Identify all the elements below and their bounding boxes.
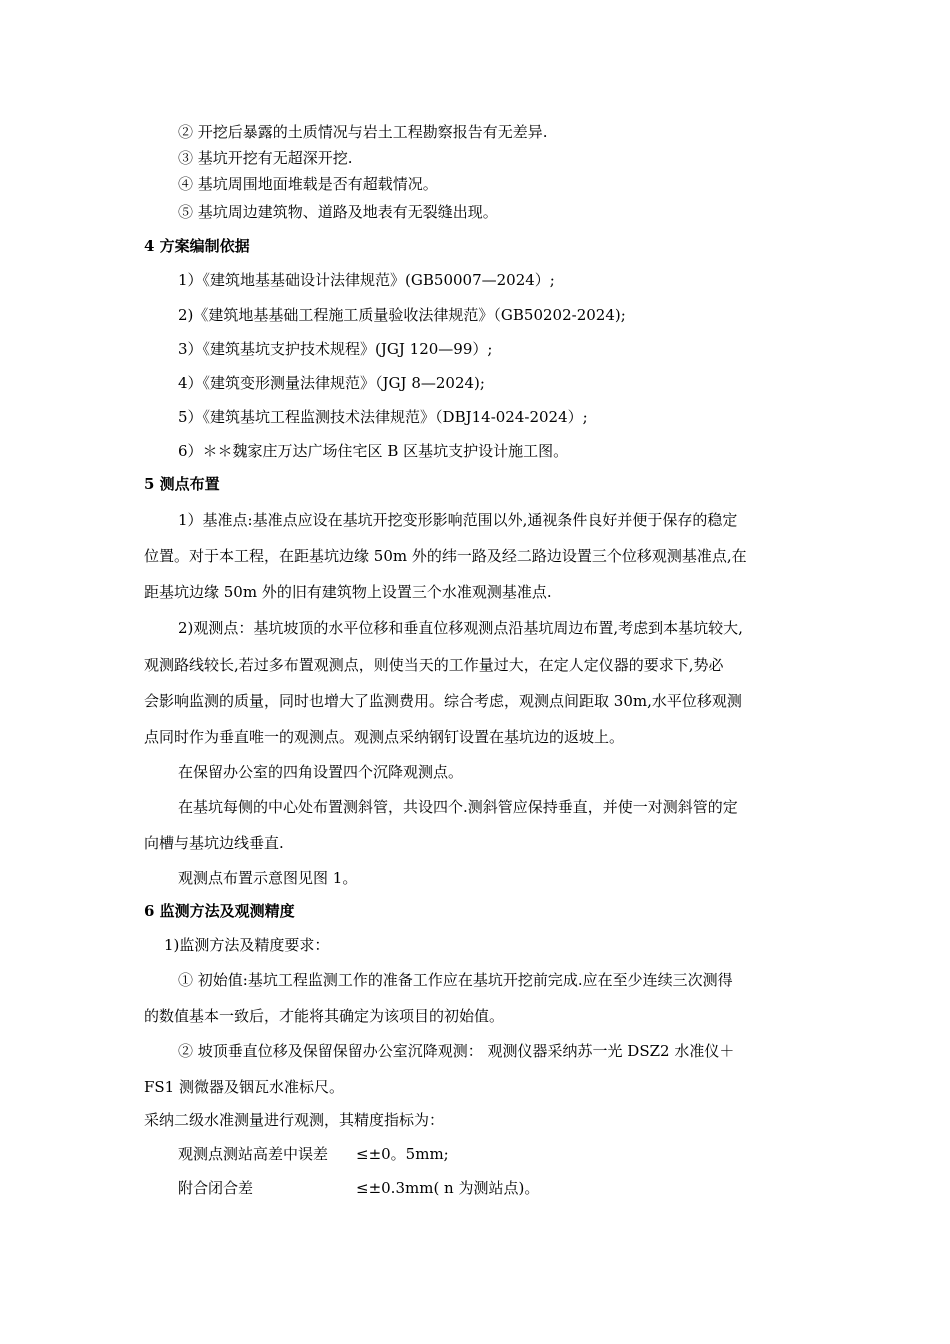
precision-label-2: 附合闭合差 <box>178 1179 254 1197</box>
sec4-ref-3: 3）《建筑基坑支护技术规程》(JGJ 120—99）; <box>178 340 493 358</box>
sec3-item-5: ⑤ 基坑周边建筑物、道路及地表有无裂缝出现。 <box>178 203 498 221</box>
sec3-item-4: ④ 基坑周围地面堆载是否有超载情况。 <box>178 175 438 193</box>
sec3-item-2: ② 开挖后暴露的土质情况与岩土工程勘察报告有无差异. <box>178 123 548 141</box>
sec5-p1-line2: 位置。对于本工程，在距基坑边缘 50m 外的纬一路及经二路边设置三个位移观测基准点,在 <box>144 547 747 565</box>
sec5-p2-line2: 观测路线较长,若过多布置观测点，则使当天的工作量过大，在定人定仪器的要求下,势必 <box>144 656 724 674</box>
sec5-p4-line1: 在基坑每侧的中心处布置测斜管，共设四个.测斜管应保持垂直，并使一对测斜管的定 <box>178 798 738 816</box>
sec5-p3: 在保留办公室的四角设置四个沉降观测点。 <box>178 763 464 781</box>
sec5-p1-line1: 1）基准点:基准点应设在基坑开挖变形影响范围以外,通视条件良好并便于保存的稳定 <box>178 511 738 529</box>
sec5-heading: 5 测点布置 <box>144 475 220 493</box>
precision-value-1: ≤±0。5mm; <box>356 1145 449 1163</box>
sec4-ref-5: 5）《建筑基坑工程监测技术法律规范》（DBJ14-024-2024）; <box>178 408 588 426</box>
sec6-p1-line1: ① 初始值:基坑工程监测工作的准备工作应在基坑开挖前完成.应在至少连续三次测得 <box>178 971 733 989</box>
sec4-ref-1: 1）《建筑地基基础设计法律规范》(GB50007—2024）; <box>178 271 555 289</box>
sec6-p2-line2: FS1 测微器及铟瓦水准标尺。 <box>144 1078 344 1096</box>
sec5-p2-line4: 点同时作为垂直唯一的观测点。观测点采纳钢钉设置在基坑边的返坡上。 <box>144 728 625 746</box>
precision-label-1: 观测点测站高差中误差 <box>178 1145 329 1163</box>
sec6-sub1: 1)监测方法及精度要求： <box>164 936 330 954</box>
precision-value-2: ≤±0.3mm( n 为测站点)。 <box>356 1179 540 1197</box>
sec6-p2-line1: ② 坡顶垂直位移及保留保留办公室沉降观测： 观测仪器采纳苏一光 DSZ2 水准仪＋ <box>178 1042 735 1060</box>
sec4-ref-2: 2)《建筑地基基础工程施工质量验收法律规范》（GB50202-2024); <box>178 306 626 324</box>
sec5-p5: 观测点布置示意图见图 1。 <box>178 869 358 887</box>
sec5-p2-line3: 会影响监测的质量，同时也增大了监测费用。综合考虑，观测点间距取 30m,水平位移观测 <box>144 692 742 710</box>
sec6-heading: 6 监测方法及观测精度 <box>144 902 295 920</box>
sec6-p1-line2: 的数值基本一致后，才能将其确定为该项目的初始值。 <box>144 1007 505 1025</box>
sec5-p2-line1: 2)观测点：基坑坡顶的水平位移和垂直位移观测点沿基坑周边布置,考虑到本基坑较大, <box>178 619 743 637</box>
sec3-item-3: ③ 基坑开挖有无超深开挖. <box>178 149 353 167</box>
sec5-p1-line3: 距基坑边缘 50m 外的旧有建筑物上设置三个水准观测基准点. <box>144 583 552 601</box>
sec6-p3: 采纳二级水准测量进行观测，其精度指标为： <box>144 1111 445 1129</box>
sec4-ref-6: 6）＊＊魏家庄万达广场住宅区 B 区基坑支护设计施工图。 <box>178 442 569 460</box>
sec4-ref-4: 4）《建筑变形测量法律规范》（JGJ 8—2024); <box>178 374 485 392</box>
sec5-p4-line2: 向槽与基坑边线垂直. <box>144 834 284 852</box>
sec4-heading: 4 方案编制依据 <box>144 237 250 255</box>
